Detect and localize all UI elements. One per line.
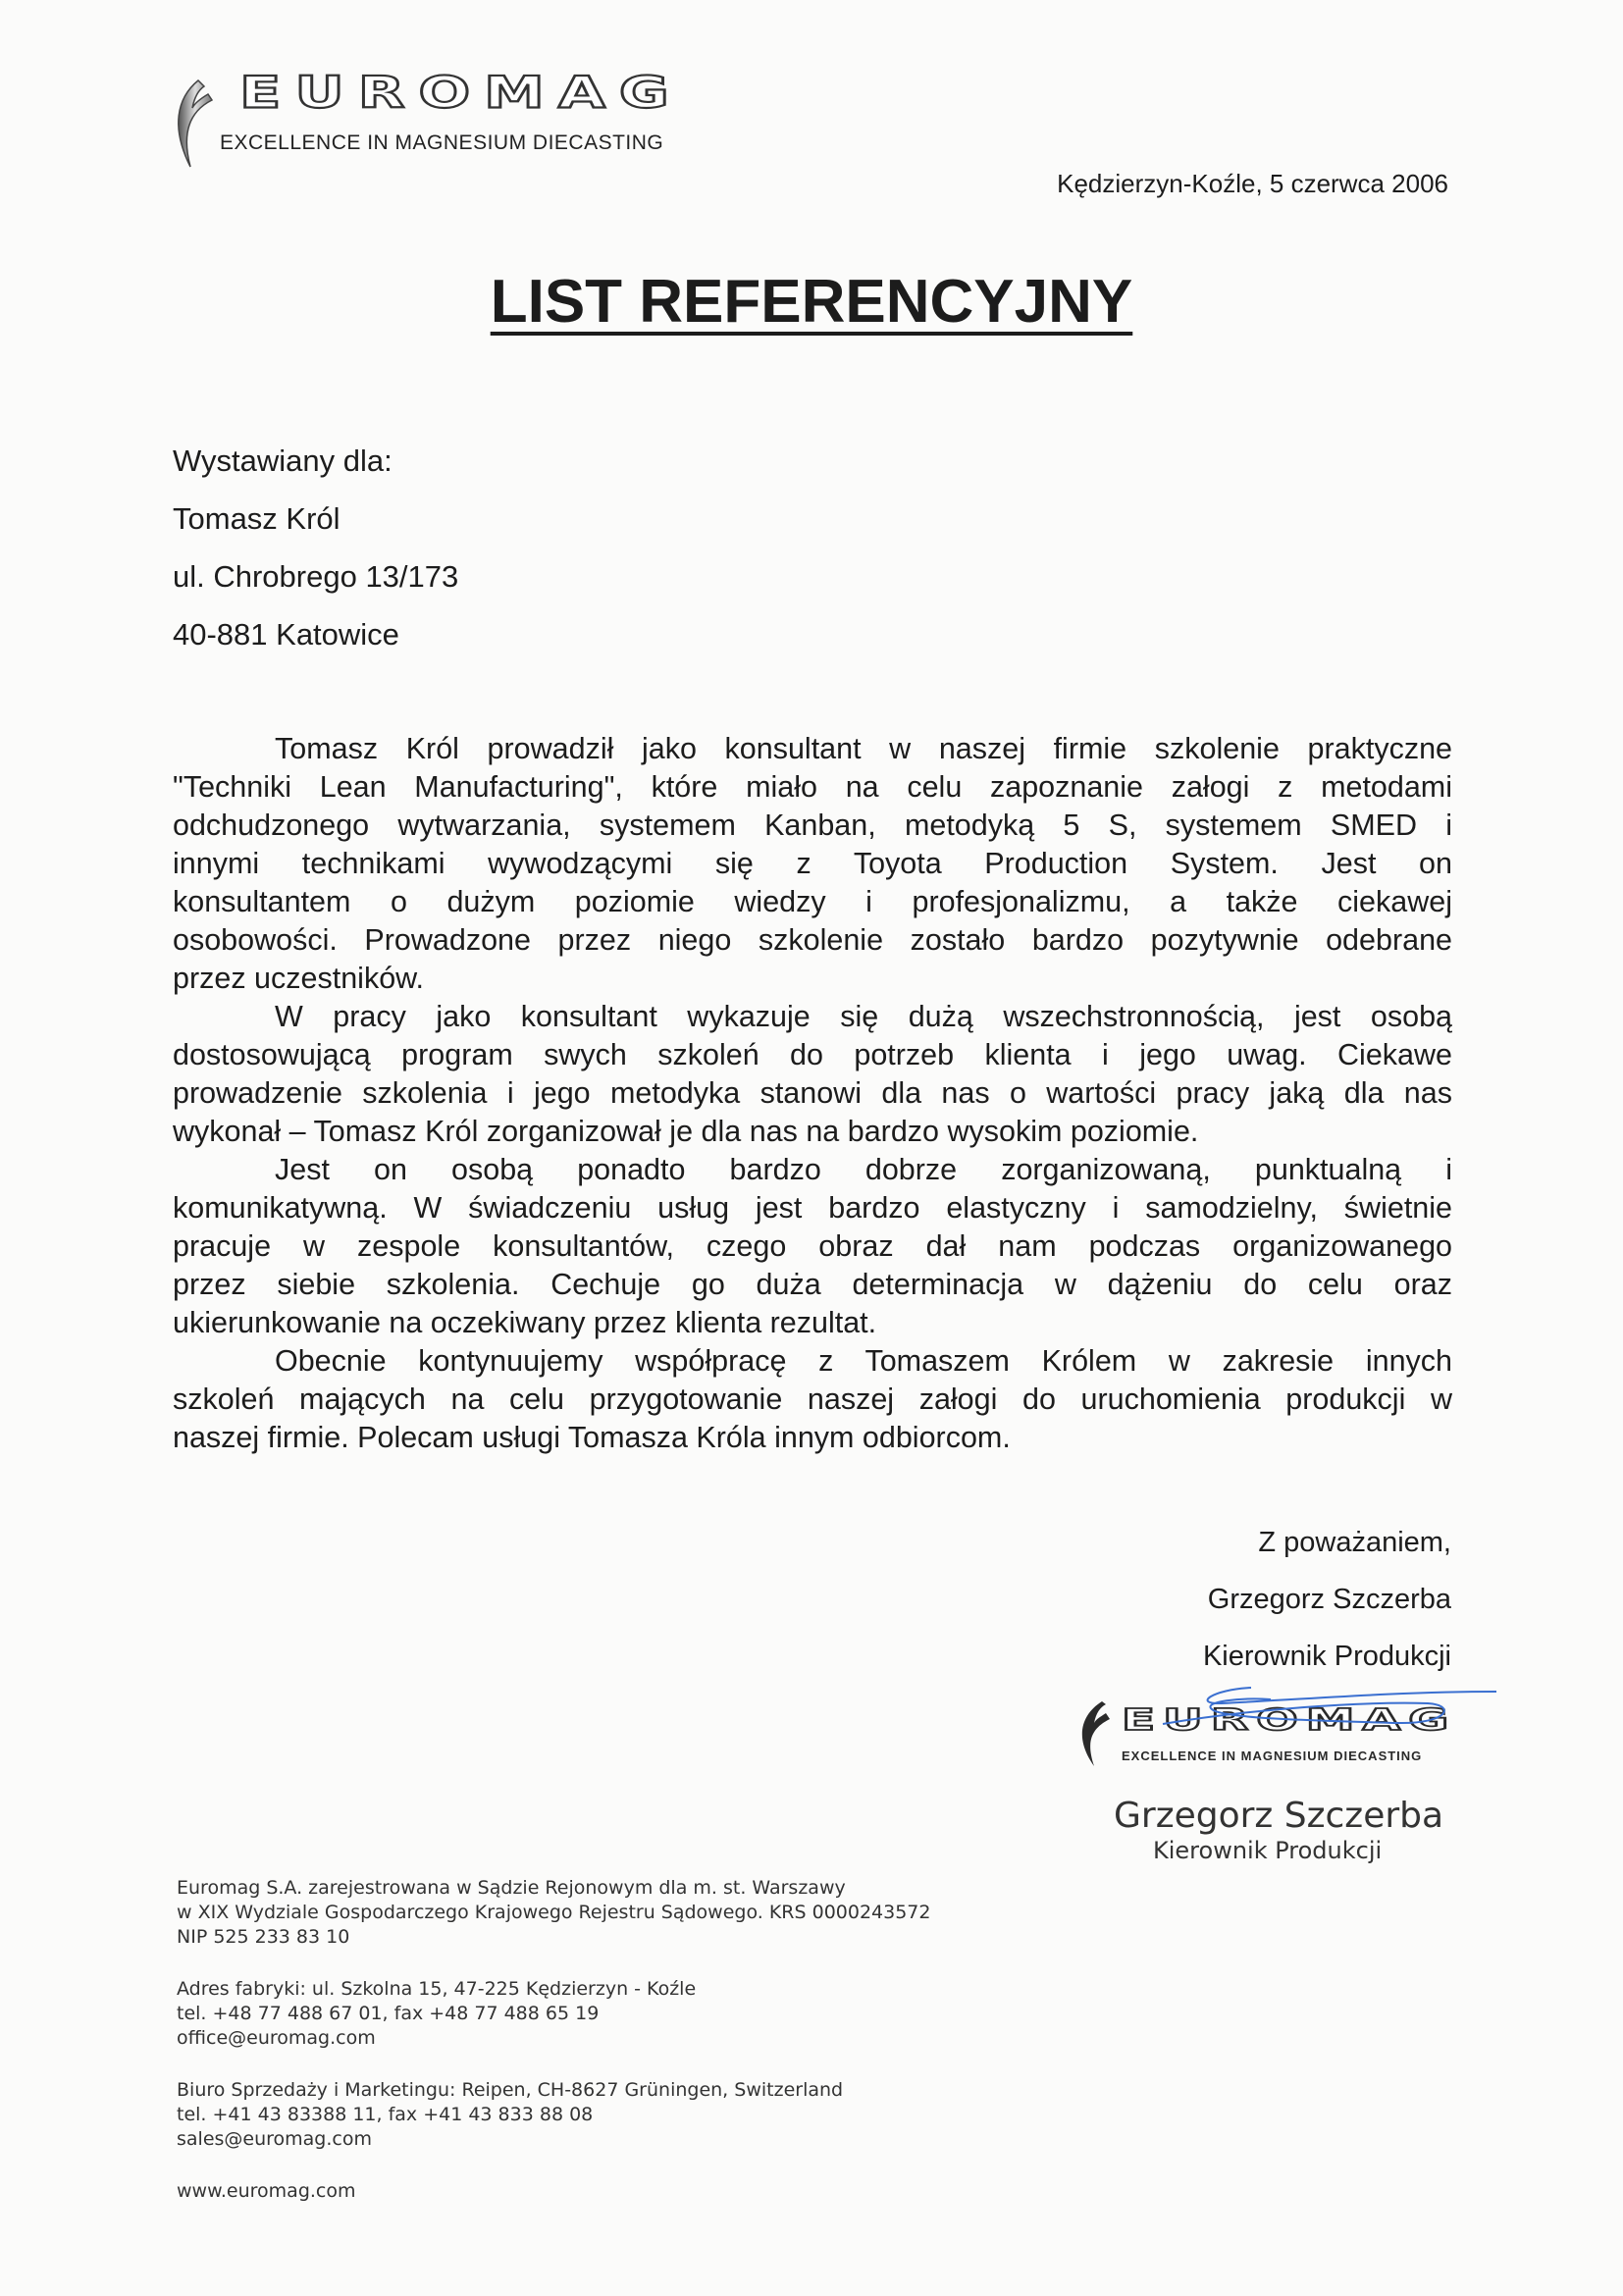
footer-email-sales[interactable]: sales@euromag.com: [177, 2128, 372, 2150]
stamp-wordmark: EUROMAG: [1122, 1702, 1457, 1738]
company-stamp: [1074, 1680, 1516, 1876]
footer-factory: [177, 1977, 931, 2051]
footer-line: Biuro Sprzedaży i Marketingu: Reipen, CH-8627 Grüningen, Switzerland: [177, 2079, 844, 2101]
footer-line: NIP 525 233 83 10: [177, 1926, 350, 1948]
recipient-city: 40-881 Katowice: [173, 617, 399, 652]
stamp-role: Kierownik Produkcji: [1153, 1837, 1383, 1864]
signatory-role: Kierownik Produkcji: [1202, 1641, 1451, 1672]
paragraph-line: ukierunkowanie na oczekiwany przez klienta rezultat.: [173, 1306, 877, 1339]
paragraph-line: osobowości. Prowadzone przez niego szkolenie zostało bardzo pozytywnie odebrane: [173, 923, 1452, 957]
footer-line: tel. +41 43 83388 11, fax +41 43 833 88 08: [177, 2104, 594, 2125]
paragraph-line: dostosowującą program swych szkoleń do potrzeb klienta i jego uwag. Ciekawe: [173, 1038, 1452, 1071]
company-logo: [169, 66, 787, 169]
footer-line: tel. +48 77 488 67 01, fax +48 77 488 65 19: [177, 2003, 600, 2024]
body-paragraph: [173, 730, 1452, 998]
stamp-name: Grzegorz Szczerba: [1114, 1796, 1444, 1836]
paragraph-line: Obecnie kontynuujemy współpracę z Tomaszem Królem w zakresie innych: [275, 1344, 1452, 1378]
logo-wordmark: EUROMAG: [239, 66, 683, 119]
closing-greeting: Z poważaniem,: [1258, 1527, 1451, 1558]
footer-website[interactable]: www.euromag.com: [177, 2180, 356, 2202]
footer-line: Euromag S.A. zarejestrowana w Sądzie Rejonowym dla m. st. Warszawy: [177, 1877, 846, 1899]
footer-line: Adres fabryki: ul. Szkolna 15, 47-225 Kędzierzyn - Koźle: [177, 1978, 697, 2000]
paragraph-line: komunikatywną. W świadczeniu usług jest bardzo elastyczny i samodzielny, świetnie: [173, 1191, 1452, 1225]
letter-date: Kędzierzyn-Koźle, 5 czerwca 2006: [1057, 169, 1448, 198]
paragraph-line: naszej firmie. Polecam usługi Tomasza Króla innym odbiorcom.: [173, 1421, 1011, 1454]
paragraph-line: innymi technikami wywodzącymi się z Toyota Production System. Jest on: [173, 847, 1452, 880]
handwritten-signature: [1104, 1680, 1516, 1739]
paragraph-line: konsultantem o dużym poziomie wiedzy i profesjonalizmu, a także ciekawej: [173, 885, 1452, 918]
logo-emblem-icon: [169, 78, 218, 169]
footer-registration: [177, 1876, 931, 1950]
paragraph-line: przez uczestników.: [173, 962, 424, 995]
paragraph-line: wykonał – Tomasz Król zorganizował je dla nas na bardzo wysokim poziomie.: [173, 1115, 1199, 1148]
stamp-tagline: EXCELLENCE IN MAGNESIUM DIECASTING: [1122, 1748, 1423, 1763]
signatory-name: Grzegorz Szczerba: [1207, 1584, 1451, 1615]
body-paragraph: [173, 1151, 1452, 1342]
letter-body: [173, 730, 1452, 1457]
body-paragraph: [173, 1342, 1452, 1457]
footer-line: w XIX Wydziale Gospodarczego Krajowego Rejestru Sądowego. KRS 0000243572: [177, 1902, 931, 1923]
paragraph-line: Tomasz Król prowadził jako konsultant w naszej firmie szkolenie praktyczne: [275, 732, 1452, 765]
recipient-label: Wystawiany dla:: [173, 444, 393, 478]
paragraph-line: odchudzonego wytwarzania, systemem Kanban, metodyką 5 S, systemem SMED i: [173, 809, 1452, 842]
body-paragraph: [173, 998, 1452, 1151]
paragraph-line: pracuje w zespole konsultantów, czego obraz dał nam podczas organizowanego: [173, 1229, 1452, 1263]
footer-email-office[interactable]: office@euromag.com: [177, 2027, 376, 2049]
title-text: LIST REFERENCYJNY: [490, 268, 1133, 336]
recipient-street: ul. Chrobrego 13/173: [173, 559, 459, 594]
paragraph-line: przez siebie szkolenia. Cechuje go duża determinacja w dążeniu do celu oraz: [173, 1268, 1452, 1301]
recipient-name: Tomasz Król: [173, 501, 340, 536]
footer-sales: [177, 2078, 931, 2152]
page-title: [0, 267, 1623, 337]
company-footer: [177, 1876, 931, 2204]
paragraph-line: prowadzenie szkolenia i jego metodyka stanowi dla nas o wartości pracy jaką dla nas: [173, 1076, 1452, 1110]
paragraph-line: szkoleń mających na celu przygotowanie naszej załogi do uruchomienia produkcji w: [173, 1383, 1452, 1416]
paragraph-line: W pracy jako konsultant wykazuje się dużą wszechstronnością, jest osobą: [275, 1000, 1452, 1033]
paragraph-line: Jest on osobą ponadto bardzo dobrze zorganizowaną, punktualną i: [275, 1153, 1452, 1186]
logo-tagline: EXCELLENCE IN MAGNESIUM DIECASTING: [220, 131, 664, 154]
paragraph-line: "Techniki Lean Manufacturing", które miało na celu zapoznanie załogi z metodami: [173, 770, 1452, 804]
